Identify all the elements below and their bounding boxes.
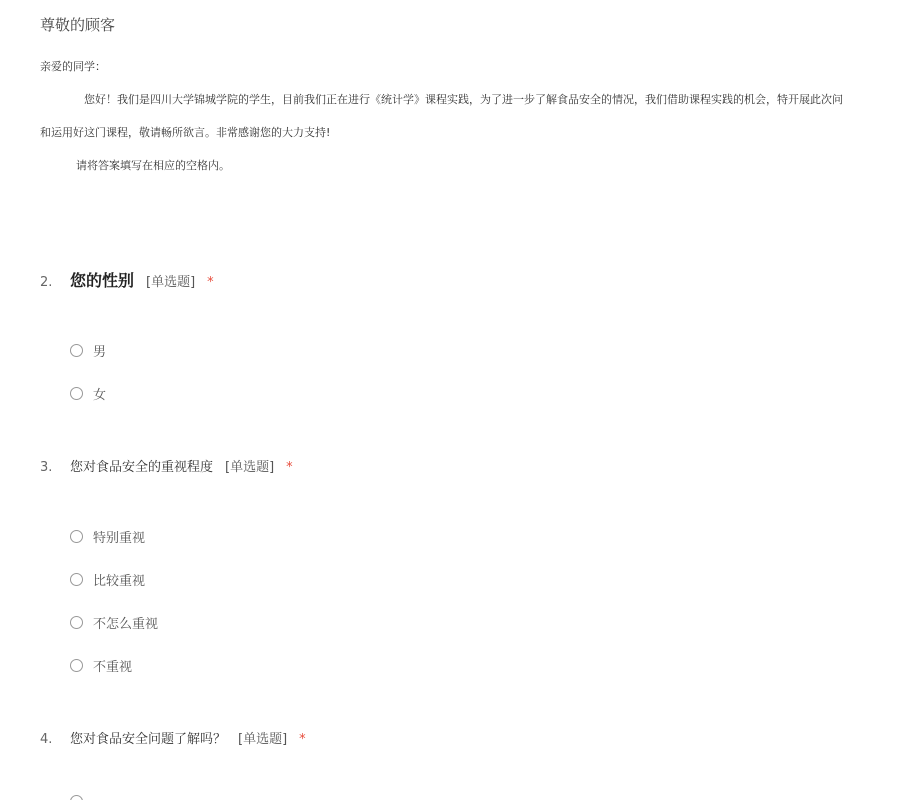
question-gender — [40, 268, 214, 291]
question-number: 4. — [40, 732, 53, 747]
question-title: 您对食品安全的重视程度 — [70, 460, 214, 475]
option-very-important[interactable] — [70, 527, 145, 546]
radio-button[interactable] — [70, 573, 83, 586]
option-first[interactable] — [70, 795, 83, 800]
required-marker: * — [207, 275, 214, 290]
question-number: 3. — [40, 460, 53, 475]
required-marker: * — [286, 460, 293, 475]
radio-button[interactable] — [70, 795, 83, 800]
question-title: 您的性别 — [70, 271, 135, 290]
option-label: 男 — [93, 345, 107, 360]
option-label: 比较重视 — [93, 574, 146, 589]
option-not-important[interactable] — [70, 656, 132, 675]
option-not-very-important[interactable] — [70, 613, 158, 632]
radio-button[interactable] — [70, 616, 83, 629]
question-type-label: [单选题] — [146, 275, 196, 290]
required-marker: * — [299, 732, 306, 747]
option-fairly-important[interactable] — [70, 570, 145, 589]
option-female[interactable] — [70, 384, 106, 403]
radio-button[interactable] — [70, 659, 83, 672]
intro-body-text: 您好！我们是四川大学锦城学院的学生，目前我们正在进行《统计学》课程实践，为了进一步了解食品安全的情况，我们借助课程实践的机会，特开展此次问 — [84, 93, 843, 106]
question-number: 2. — [40, 275, 53, 290]
radio-button[interactable] — [70, 344, 83, 357]
question-food-safety-knowledge — [40, 728, 306, 747]
question-title: 您对食品安全问题了解吗？ — [70, 732, 227, 747]
page-title: 尊敬的顾客 — [40, 16, 116, 34]
radio-button[interactable] — [70, 530, 83, 543]
option-male[interactable] — [70, 341, 106, 360]
intro-instruction: 请将答案填写在相应的空格内。 — [76, 159, 230, 172]
question-food-safety-importance — [40, 456, 293, 475]
option-label: 不怎么重视 — [93, 617, 159, 632]
option-label: 不重视 — [93, 660, 133, 675]
question-type-label: [单选题] — [238, 732, 288, 747]
option-label: 女 — [93, 388, 107, 403]
intro-salutation: 亲爱的同学： — [40, 60, 106, 73]
option-label: 特别重视 — [93, 531, 146, 546]
question-type-label: [单选题] — [225, 460, 275, 475]
radio-button[interactable] — [70, 387, 83, 400]
intro-body-text-continued: 和运用好这门课程，敬请畅所欲言。非常感谢您的大力支持! — [40, 126, 331, 139]
